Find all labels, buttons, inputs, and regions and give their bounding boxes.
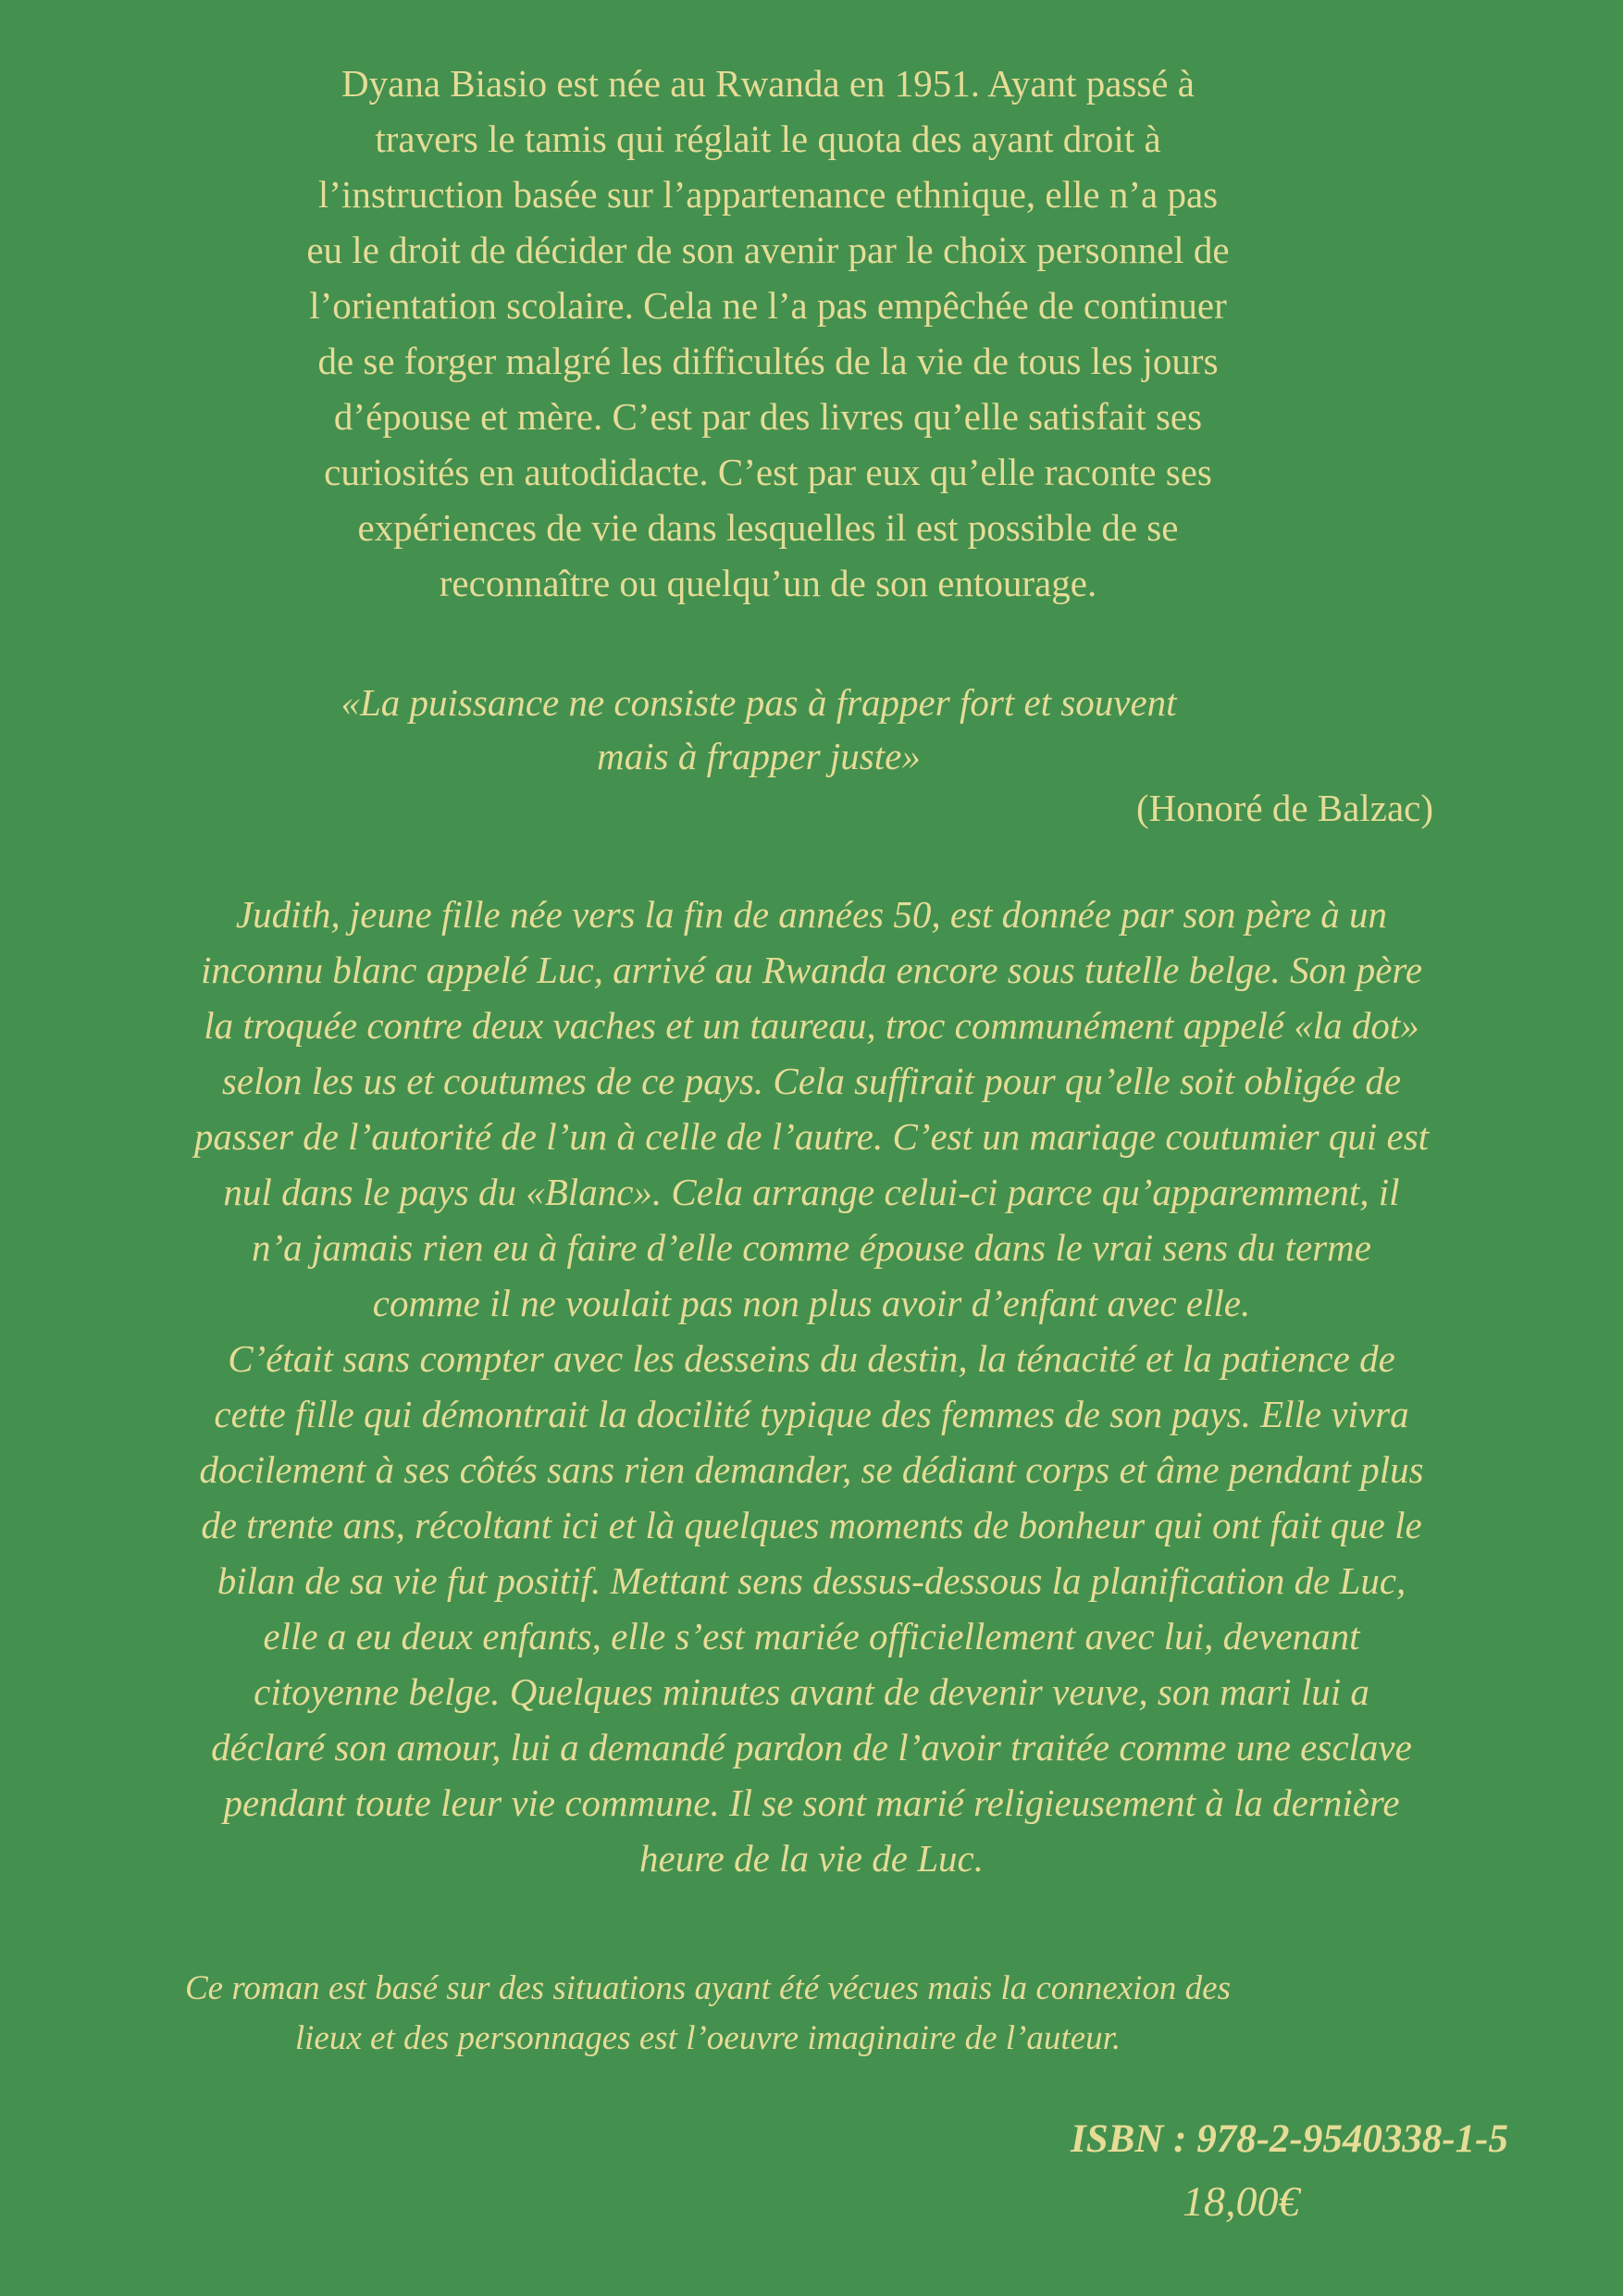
bio-line: l’instruction basée sur l’appartenance ethnique, elle n’a pas bbox=[317, 173, 1219, 216]
isbn-number: ISBN : 978-2-9540338-1-5 bbox=[1071, 2117, 1508, 2161]
epigraph-quote bbox=[176, 676, 1342, 783]
bio-line: Dyana Biasio est née au Rwanda en 1951. Ayant passé à bbox=[341, 62, 1195, 105]
summary-line: docilement à ses côtés sans rien demander, se dédiant corps et âme pendant plus bbox=[199, 1448, 1424, 1491]
note-line: Ce roman est basé sur des situations ayant été vécues mais la connexion des bbox=[184, 1969, 1232, 2007]
summary-line: passer de l’autorité de l’un à celle de l’autre. C’est un mariage coutumier qui est bbox=[193, 1115, 1430, 1158]
summary-line: citoyenne belge. Quelques minutes avant de devenir veuve, son mari lui a bbox=[254, 1670, 1369, 1713]
summary-line: n’a jamais rien eu à faire d’elle comme épouse dans le vrai sens du terme bbox=[251, 1226, 1371, 1269]
summary-line: pendant toute leur vie commune. Il se sont marié religieusement à la dernière bbox=[223, 1781, 1400, 1824]
summary-line: C’était sans compter avec les desseins du destin, la ténacité et la patience de bbox=[228, 1337, 1395, 1380]
bio-line: travers le tamis qui réglait le quota des ayant droit à bbox=[375, 118, 1161, 160]
quote-line: mais à frapper juste» bbox=[597, 735, 921, 777]
quote-author: (Honoré de Balzac) bbox=[1136, 787, 1433, 829]
summary-line: nul dans le pays du «Blanc». Cela arrange celui-ci parce qu’apparemment, il bbox=[223, 1171, 1400, 1213]
author-biography bbox=[185, 56, 1351, 611]
summary-line: déclaré son amour, lui a demandé pardon de l’avoir traitée comme une esclave bbox=[211, 1726, 1412, 1769]
summary-line: heure de la vie de Luc. bbox=[639, 1837, 984, 1880]
book-summary bbox=[25, 887, 1598, 1886]
quote-line: «La puissance ne consiste pas à frapper fort et souvent bbox=[341, 681, 1177, 724]
summary-line: bilan de sa vie fut positif. Mettant sens dessus-dessous la planification de Luc, bbox=[217, 1559, 1406, 1602]
bio-line: eu le droit de décider de son avenir par le choix personnel de bbox=[306, 229, 1230, 271]
bio-line: d’épouse et mère. C’est par des livres qu’elle satisfait ses bbox=[333, 395, 1203, 438]
note-line: lieux et des personnages est l’oeuvre imaginaire de l’auteur. bbox=[294, 2019, 1121, 2057]
summary-line: Judith, jeune fille née vers la fin de années 50, est donnée par son père à un bbox=[235, 893, 1388, 936]
bio-line: reconnaître ou quelqu’un de son entourage. bbox=[439, 562, 1097, 604]
summary-line: la troquée contre deux vaches et un taureau, troc communément appelé «la dot» bbox=[204, 1004, 1419, 1047]
bio-line: expériences de vie dans lesquelles il est possible de se bbox=[357, 506, 1179, 549]
bio-line: de se forger malgré les difficultés de la vie de tous les jours bbox=[317, 340, 1219, 382]
summary-line: de trente ans, récoltant ici et là quelques moments de bonheur qui ont fait que le bbox=[201, 1504, 1422, 1546]
summary-line: inconnu blanc appelé Luc, arrivé au Rwanda encore sous tutelle belge. Son père bbox=[200, 949, 1423, 991]
price: 18,00€ bbox=[1183, 2178, 1300, 2225]
bio-line: l’orientation scolaire. Cela ne l’a pas empêchée de continuer bbox=[309, 284, 1227, 327]
summary-line: selon les us et coutumes de ce pays. Cela suffirait pour qu’elle soit obligée de bbox=[221, 1060, 1402, 1102]
summary-line: cette fille qui démontrait la docilité typique des femmes de son pays. Elle vivra bbox=[214, 1393, 1409, 1435]
bio-line: curiosités en autodidacte. C’est par eux qu’elle raconte ses bbox=[324, 451, 1212, 493]
summary-line: elle a eu deux enfants, elle s’est mariée officiellement avec lui, devenant bbox=[263, 1615, 1360, 1657]
fiction-disclaimer bbox=[102, 1964, 1314, 2064]
summary-line: comme il ne voulait pas non plus avoir d’enfant avec elle. bbox=[372, 1282, 1251, 1324]
